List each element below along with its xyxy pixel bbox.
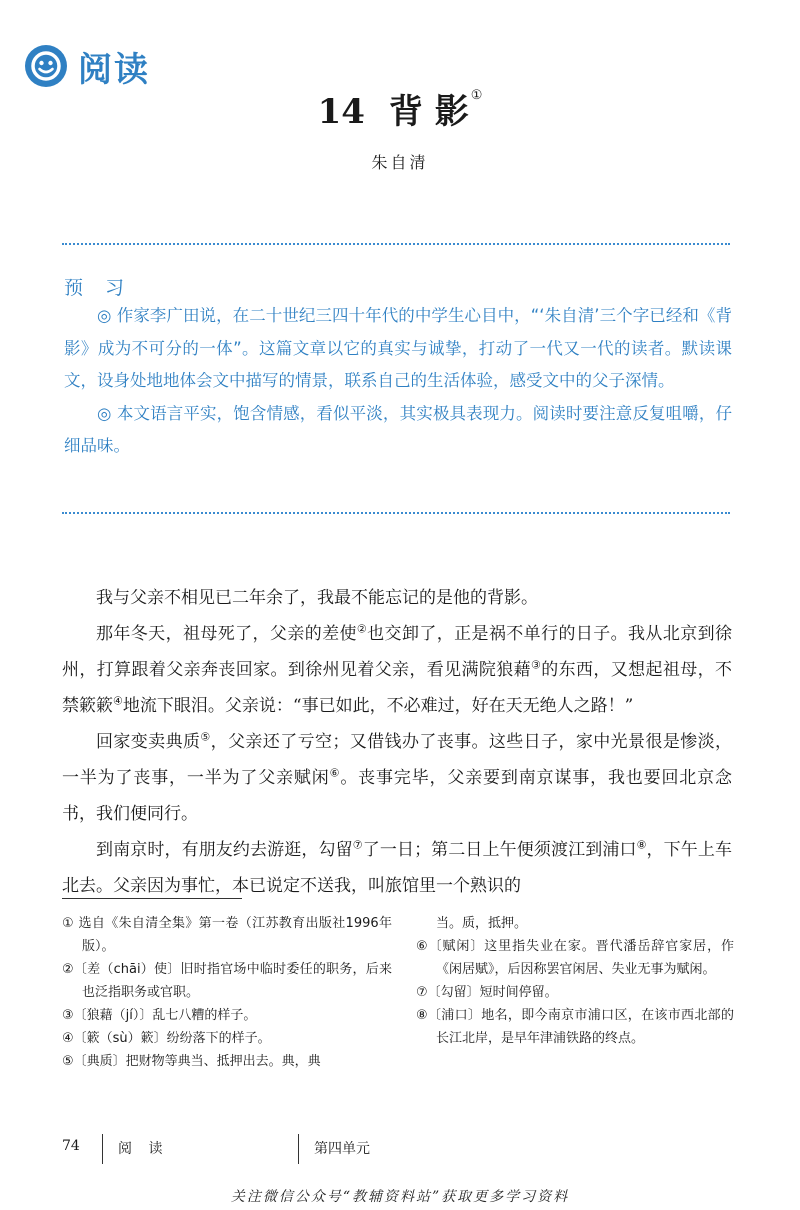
footnote-ref[interactable]: ⑦ <box>352 838 363 852</box>
page-number: 74 <box>62 1138 80 1154</box>
footnote-item: ⑦〔勾留〕短时间停留。 <box>416 985 558 1000</box>
text-run: 的东西，又想起祖母，不禁簌簌 <box>62 660 732 716</box>
footer-divider <box>102 1134 103 1164</box>
text-run: 回家变卖典质 <box>96 732 201 752</box>
text-run: ，下午上车北去。父亲因为事忙，本已说定不送我，叫旅馆里一个熟识的 <box>62 840 733 896</box>
title-footnote-mark[interactable]: ① <box>470 88 483 103</box>
footnote-ref[interactable]: ⑧ <box>636 838 647 852</box>
body-paragraph <box>62 832 732 904</box>
footer-unit: 第四单元 <box>314 1141 370 1157</box>
footnotes-left <box>62 912 392 1073</box>
footnote-ref[interactable]: ③ <box>531 658 542 672</box>
footnote-ref[interactable]: ⑥ <box>329 766 341 780</box>
footnote-continuation: 当。质，抵押。 <box>436 916 528 931</box>
text-run: 。丧事完毕，父亲要到南京谋事，我也要回北京念书，我们便同行。 <box>62 768 732 824</box>
text-run: 了一日；第二日上午便须渡江到浦口 <box>362 840 637 860</box>
footnote-rule <box>62 898 242 899</box>
section-label: 阅读 <box>78 50 150 90</box>
footer-section: 阅 读 <box>118 1141 169 1157</box>
text-run: ，父亲还了亏空；又借钱办了丧事。这些日子，家中光景很是惨淡，一半为了丧事，一半为了父亲赋闲 <box>62 732 733 788</box>
footnote-item: ③〔狼藉（jí）〕乱七八糟的样子。 <box>62 1008 257 1023</box>
text-run: 那年冬天，祖母死了，父亲的差使 <box>96 624 357 644</box>
lesson-title <box>0 84 800 133</box>
footnote-item: ⑥〔赋闲〕这里指失业在家。晋代潘岳辞官家居，作《闲居赋》，后因称罢官闲居、失业无事为赋闲。 <box>416 939 734 977</box>
footnote-ref[interactable]: ④ <box>113 694 123 708</box>
divider-top <box>62 243 730 245</box>
text-run: 也交卸了，正是祸不单行的日子。我从北京到徐州，打算跟着父亲奔丧回家。到徐州见着父亲，看见满院狼藉 <box>62 624 733 680</box>
author: 朱自清 <box>371 153 429 172</box>
body-paragraph <box>62 616 732 724</box>
body-paragraph <box>62 724 732 832</box>
watermark: 关注微信公众号“教辅资料站”获取更多学习资料 <box>230 1189 570 1205</box>
footnote-item: ① 选自《朱自清全集》第一卷（江苏教育出版社1996年版）。 <box>62 916 392 954</box>
lesson-title-text: 背 影 <box>388 92 469 132</box>
divider-bottom <box>62 512 730 514</box>
footnote-item: ②〔差（chāi）使〕旧时指官场中临时委任的职务，后来也泛指职务或官职。 <box>62 962 392 1000</box>
footnote-ref[interactable]: ⑤ <box>200 730 211 744</box>
footnote-ref[interactable]: ② <box>356 622 368 636</box>
article-body <box>62 580 732 904</box>
footnote-item: ④〔簌（sù）簌〕纷纷落下的样子。 <box>62 1031 271 1046</box>
footnote-item: ⑧〔浦口〕地名，即今南京市浦口区，在该市西北部的长江北岸，是早年津浦铁路的终点。 <box>416 1008 734 1046</box>
preview-box <box>64 300 732 463</box>
footnote-item: ⑤〔典质〕把财物等典当、抵押出去。典，典 <box>62 1054 321 1069</box>
preview-heading: 预 习 <box>64 277 133 299</box>
preview-paragraph: ◎ 作家李广田说，在二十世纪三四十年代的中学生心目中，“‘朱自清’三个字已经和《背影》成为不可分的一体”。这篇文章以它的真实与诚挚，打动了一代又一代的读者。默读课文，设身处地地体会文中描写的情景，联系自己的生活体验，感受文中的父子深情。 <box>64 306 732 390</box>
text-run: 到南京时，有朋友约去游逛，勾留 <box>96 840 353 860</box>
smiley-icon <box>24 44 68 88</box>
preview-paragraph: ◎ 本文语言平实，饱含情感，看似平淡，其实极具表现力。阅读时要注意反复咀嚼，仔细品味。 <box>64 403 732 455</box>
text-run: 地流下眼泪。父亲说：“事已如此，不必难过，好在天无绝人之路！” <box>122 696 634 716</box>
footer-divider <box>298 1134 299 1164</box>
body-paragraph: 我与父亲不相见已二年余了，我最不能忘记的是他的背影。 <box>96 588 538 608</box>
footnotes-right <box>416 912 734 1050</box>
lesson-number: 14 <box>317 92 365 132</box>
